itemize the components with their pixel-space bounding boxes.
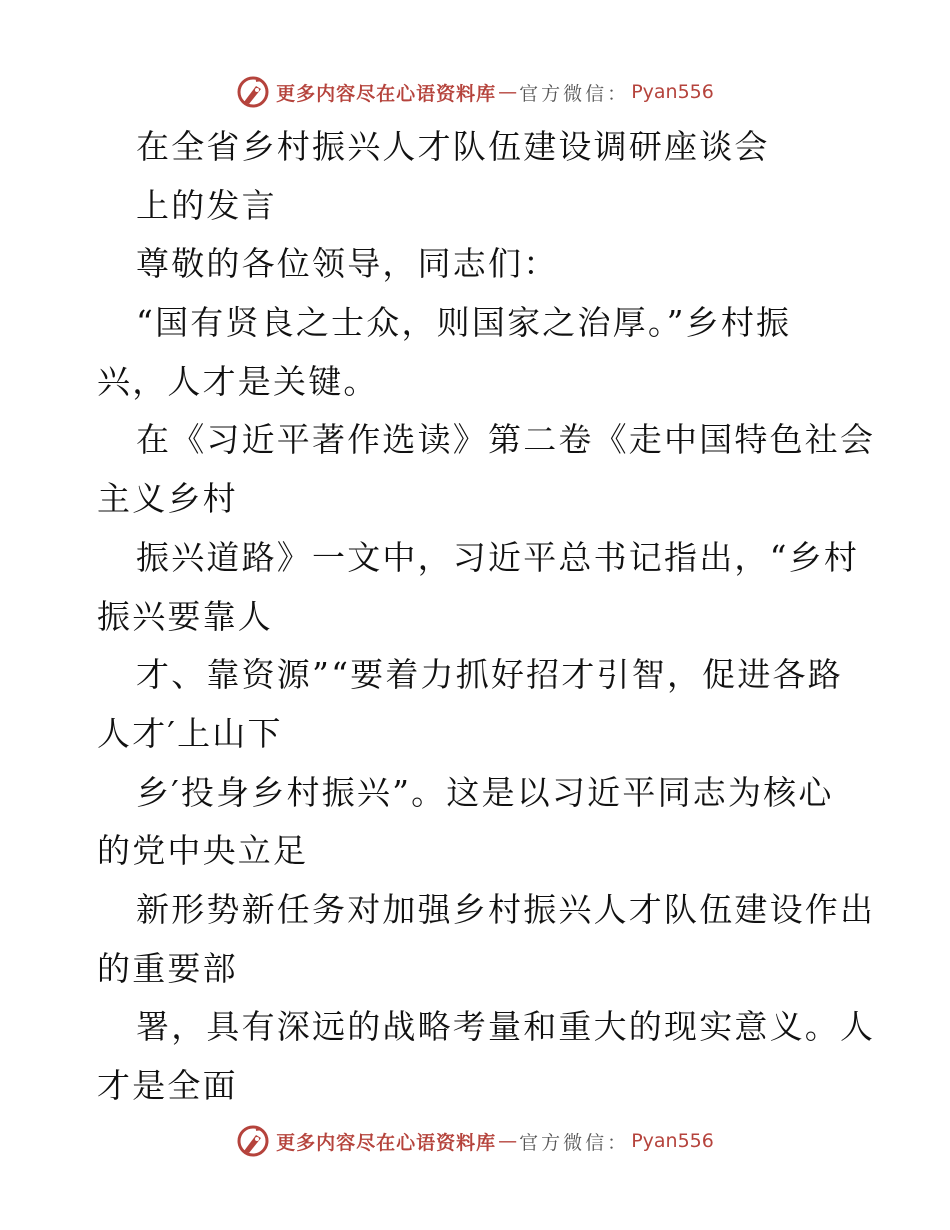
text-line: 振兴道路》一文中，习近平总书记指出，“乡村 xyxy=(136,537,860,577)
watermark-wechat-label: 官方微信： xyxy=(519,82,630,105)
watermark-dash: — xyxy=(498,1130,518,1152)
watermark-brand: 更多内容尽在心语资料库 xyxy=(276,82,497,105)
text-line: 主义乡村 xyxy=(97,479,238,519)
text-line: 兴，人才是关键。 xyxy=(97,361,379,401)
text-line: 乡′投身乡村振兴”。这是以习近平同志为核心 xyxy=(136,772,834,812)
title-line-1: 在全省乡村振兴人才队伍建设调研座谈会 xyxy=(136,127,770,166)
header-watermark xyxy=(0,72,950,112)
text-line: 的重要部 xyxy=(97,948,238,988)
text-line: “国有贤良之士众，则国家之治厚。”乡村振 xyxy=(136,303,792,343)
text-line: 署，具有深远的战略考量和重大的现实意义。人 xyxy=(136,1007,876,1047)
watermark-dash: — xyxy=(498,81,518,103)
document-body xyxy=(97,118,876,1116)
watermark-wechat-id: Pyan556 xyxy=(631,81,714,103)
footer-watermark xyxy=(0,1121,950,1161)
text-line: 振兴要靠人 xyxy=(97,596,273,636)
text-line: 的党中央立足 xyxy=(97,831,309,871)
title-line-2: 上的发言 xyxy=(136,185,277,225)
watermark-wechat-label: 官方微信： xyxy=(519,1131,630,1154)
text-line: 才、靠资源”“要着力抓好招才引智，促进各路 xyxy=(136,655,843,695)
pen-nib-logo-icon xyxy=(236,75,270,109)
text-line: 在《习近平著作选读》第二卷《走中国特色社会 xyxy=(136,420,876,460)
text-line: 人才′上山下 xyxy=(97,713,283,753)
text-line: 新形势新任务对加强乡村振兴人才队伍建设作出 xyxy=(136,889,876,929)
watermark-brand: 更多内容尽在心语资料库 xyxy=(276,1131,497,1154)
pen-nib-logo-icon xyxy=(236,1124,270,1158)
watermark-wechat-id: Pyan556 xyxy=(631,1130,714,1152)
text-line: 才是全面 xyxy=(97,1066,238,1105)
salutation: 尊敬的各位领导，同志们： xyxy=(136,244,559,284)
